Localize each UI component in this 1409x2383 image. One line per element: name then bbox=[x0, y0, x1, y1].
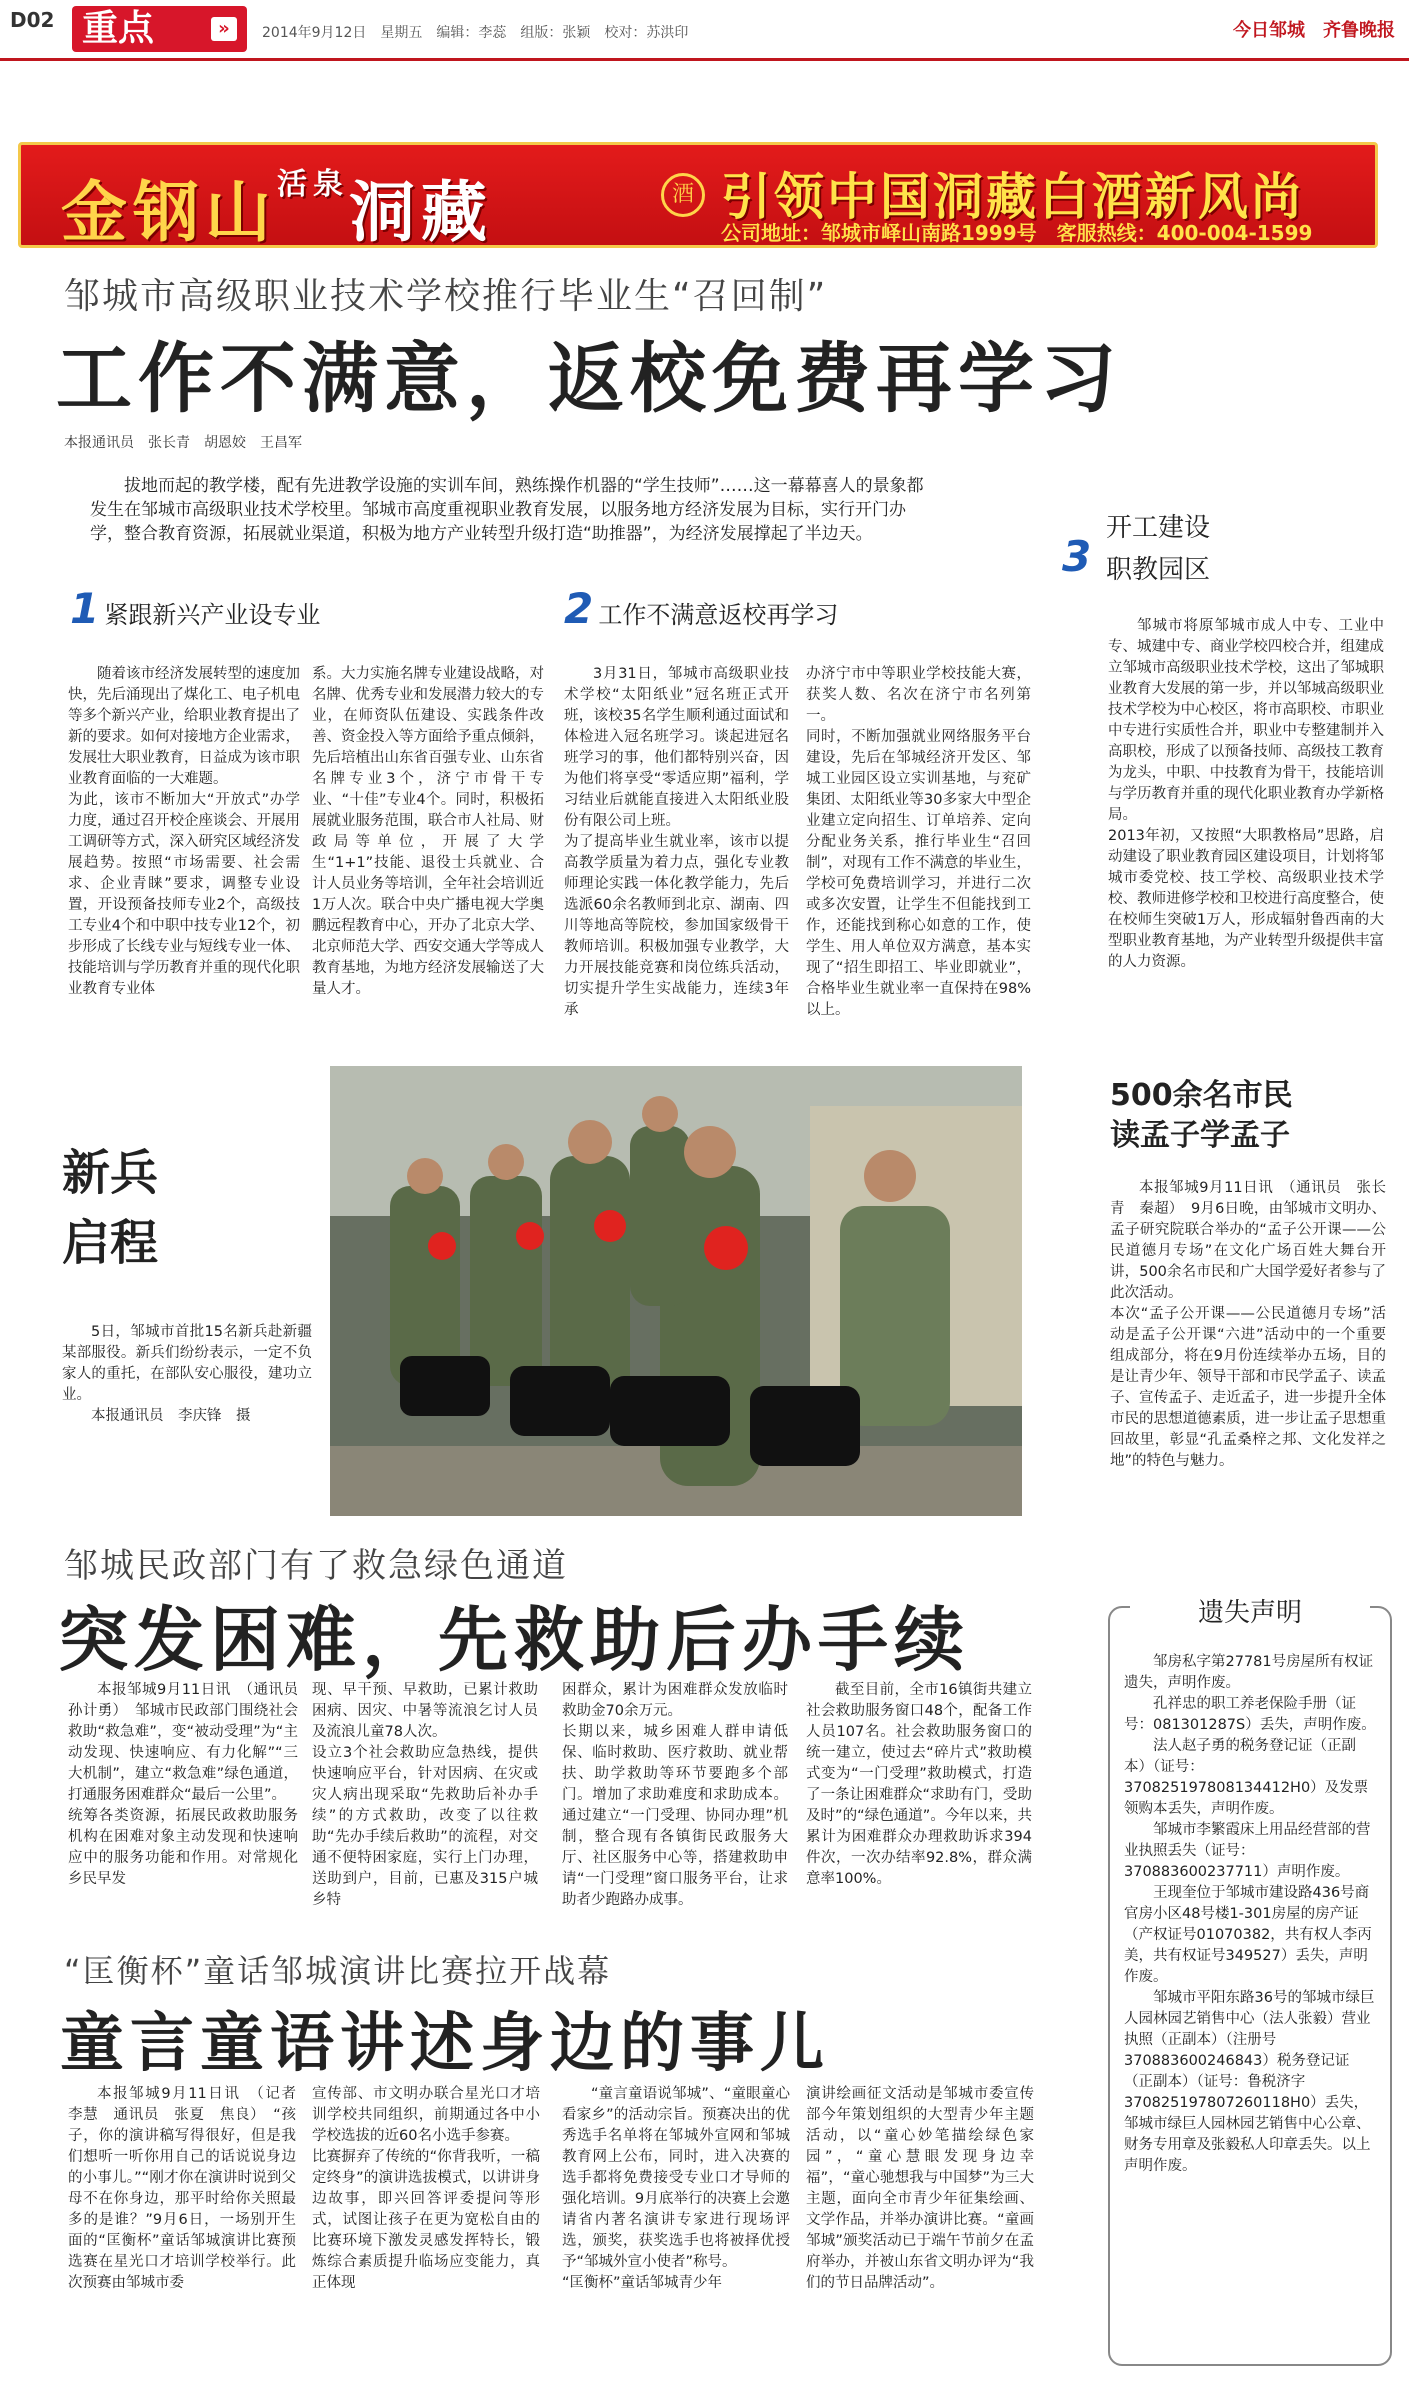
story3-col4: 演讲绘画征文活动是邹城市委宣传部今年策划组织的大型青少年主题活动，以“童心妙笔描绘绿色家园”，“童心慧眼发现身边幸福”，“童心驰想我与中国梦”为三大主题，面向全市青少年征集绘画、文学作品，并举办演讲比赛。“童画邹城”颁奖活动已于端午节前夕在孟府举办，并被山东省文明办评为“我们的节日品牌活动”。 bbox=[806, 2086, 1034, 2291]
story2-col1: 本报邹城9月11日讯 （通讯员 孙计勇） 邹城市民政部门围绕社会救助“救急难”，变“被动受理”为“主动发现、快速响应、有力化解”“三大机制”，建立“救急难”绿色通道，打通服务困难群众“最后一公里”。 统筹各类资源，拓展民政救助服务机构在困难对象主动发现和快速响应中的服务功能和作用。对常规化乡民早发 bbox=[68, 1682, 298, 1887]
photo-title: 新兵 启程 bbox=[62, 1145, 159, 1271]
header-rule bbox=[0, 58, 1409, 61]
ad-banner bbox=[18, 142, 1378, 248]
lost-notice-list bbox=[1124, 1652, 1376, 2177]
story3-col1: 本报邹城9月11日讯 （记者 李慧 通讯员 张夏 焦良） “孩子，你的演讲稿写得很好，但是我们想听一听你用自己的话说说身边的小事儿。”“刚才你在演讲时说到父母不在你身边，那平时给你关照最多的是谁？”9月6日，一场别开生面的“匡衡杯”童话邹城演讲比赛预选赛在星光口才培训学校举行。此次预赛由邹城市委 bbox=[68, 2086, 311, 2291]
ad-seal-icon: 酒 bbox=[661, 173, 705, 217]
lost-notice-item: 邹城市平阳东路36号的邹城市绿巨人园林园艺销售中心（法人张毅）营业执照（正副本）（注册号370883600246843）税务登记证（正副本）（证号：鲁税济字370825197807260118H0）丢失，邹城市绿巨人园林园艺销售中心公章、财务专用章及张毅私人印章丢失。以上声明作废。 bbox=[1124, 1990, 1375, 2174]
story2-headline: 突发困难，先救助后办手续 bbox=[58, 1599, 970, 1681]
story1-intro: 拔地而起的教学楼，配有先进教学设施的实训车间，熟练操作机器的“学生技师”……这一幕幕喜人的景象都发生在邹城市高级职业技术学校里。邹城市高度重视职业教育发展，以服务地方经济发展为目标，实行开门办学，整合教育资源，拓展就业渠道，积极为地方产业转型升级打造“助推器”，为经济发展撑起了半边天。 bbox=[90, 476, 924, 544]
story1-section2-col2: 办济宁市中等职业学校技能大赛，获奖人数、名次在济宁市名列第一。 同时，不断加强就业网络服务平台建设，先后在邹城经济开发区、邹城工业园区设立实训基地，与兖矿集团、太阳纸业等30多家大中型企业建立定向招生、订单培养、定向分配业务关系，推行毕业生“召回制”，对现有工作不满意的毕业生，学校可免费培训学习，并进行二次或多次安置，让学生不但能找到工作，还能找到称心如意的工作，使学生、用人单位双方满意，基本实现了“招生即招工、毕业即就业”，合格毕业生就业率一直保持在98%以上。 bbox=[806, 666, 1032, 1018]
section-label bbox=[72, 6, 247, 52]
lost-notice-item: 法人赵子勇的税务登记证（正副本）（证号：370825197808134412H0）及发票领购本丢失，声明作废。 bbox=[1124, 1738, 1369, 1817]
side-story-title: 500余名市民 读孟子学孟子 bbox=[1110, 1078, 1293, 1153]
side-story-body: 本报邹城9月11日讯 （通讯员 张长青 秦超） 9月6日晚，由邹城市文明办、孟子研究院联合举办的“孟子公开课——公民道德月专场”在文化广场百姓大舞台开讲，500余名市民和广大国学爱好者参与了此次活动。 本次“孟子公开课——公民道德月专场”活动是孟子公开课“六进”活动中的一个重要组成部分，将在9月份连续举办五场，目的是让青少年、领导干部和市民学孟子、读孟子、宣传孟子、走近孟子，进一步提升全体市民的思想道德素质，进一步让孟子思想重回故里，彰显“孔孟桑梓之邦、文化发祥之地”的特色与魅力。 bbox=[1110, 1180, 1386, 1469]
lost-notice-item: 孔祥忠的职工养老保险手册（证号：081301287S）丢失，声明作废。 bbox=[1124, 1696, 1376, 1733]
lost-notice-item: 邹房私字第27781号房屋所有权证遗失，声明作废。 bbox=[1124, 1654, 1374, 1691]
photo-caption: 5日，邹城市首批15名新兵赴新疆某部服役。新兵们纷纷表示，一定不负家人的重托，在部队安心服役，建功立业。 bbox=[62, 1324, 312, 1403]
story1-section2-col1: 3月31日，邹城市高级职业技术学校“太阳纸业”冠名班正式开班，该校35名学生顺利通过面试和体检进入冠名班学习。谈起进冠名班学习的事，他们都特别兴奋，因为他们将享受“零适应期”福利，学习结业后就能直接进入太阳纸业股份有限公司上班。 为了提高毕业生就业率，该市以提高教学质量为着力点，强化专业教师理论实践一体化教学能力，先后选派60余名教师到北京、湖南、四川等地高等院校，参加国家级骨干教师培训。积极加强专业教学，大力开展技能竞赛和岗位练兵活动，切实提升学生实战能力，连续3年承 bbox=[564, 666, 789, 1018]
chevron-right-icon: » bbox=[211, 17, 237, 41]
photo-credit: 本报通讯员 李庆锋 摄 bbox=[91, 1408, 251, 1424]
story1-section3-col: 邹城市将原邹城市成人中专、工业中专、城建中专、商业学校四校合并，组建成立邹城市高级职业技术学校，这出了邹城职业教育大发展的第一步，并以邹城高级职业技术学校为中心校区，将市高职校、市职业中专进行实质性合并，职业中专整建制并入高职校，形成了以预备技师、高级技工教育为龙头，中职、中技教育为骨干，技能培训与学历教育并重的现代化职业教育办学新格局。 2013年初，又按照“大职教格局”思路，启动建设了职业教育园区建设项目，计划将邹城市委党校、技工学校、高级职业技术学校、教师进修学校和卫校进行高度整合，使在校师生突破1万人，形成辐射鲁西南的大型职业教育基地，为产业转型升级提供丰富的人力资源。 bbox=[1108, 618, 1384, 970]
story3-headline: 童言童语讲述身边的事儿 bbox=[60, 2007, 830, 2081]
ad-address: 公司地址：邹城市峄山南路1999号 客服热线：400-004-1599 bbox=[721, 221, 1313, 245]
recruits-photo bbox=[330, 1066, 1022, 1516]
ad-slogan: 引领中国洞藏白酒新风尚 bbox=[721, 168, 1304, 226]
story1-byline: 本报通讯员 张长青 胡恩姣 王昌军 bbox=[64, 435, 302, 451]
story3-kicker: “匡衡杯”童话邹城演讲比赛拉开战幕 bbox=[64, 1952, 612, 1990]
story2-col2: 现、早干预、早救助，已累计救助困病、因灾、中暑等流浪乞讨人员及流浪儿童78人次。 设立3个社会救助应急热线，提供快速响应平台，针对因病、在灾或灾人病出现采取“先救助后补办手续”的方式救助，改变了以往救助“先办手续后救助”的流程，对交通不便特困家庭，实行上门办理，送助到户，目前，已惠及315户城乡特 bbox=[312, 1682, 538, 1908]
masthead-right: 今日邹城 齐鲁晚报 bbox=[1233, 20, 1395, 41]
story1-section1-col1: 随着该市经济发展转型的速度加快，先后涌现出了煤化工、电子机电等多个新兴产业，给职业教育提出了新的要求。如何对接地方企业需求，发展壮大职业教育，日益成为该市职业教育面临的一大难题。 为此，该市不断加大“开放式”办学力度，通过召开校企座谈会、开展用工调研等方式，深入研究区域经济发展趋势。按照“市场需要、社会需求、企业青睐”要求，调整专业设置，开设预备技师专业2个，高级技工专业4个和中职中技专业12个，初步形成了长线专业与短线专业一体、技能培训与学历教育并重的现代化职业教育专业体 bbox=[68, 666, 300, 997]
lost-notice-item: 邹城市李繁霞床上用品经营部的营业执照丢失（证号：370883600237711）声明作废。 bbox=[1124, 1822, 1371, 1880]
story1-subhead-2: 2 工作不满意返校再学习 bbox=[564, 584, 839, 633]
story1-section1-col2: 系。大力实施名牌专业建设战略，对名牌、优秀专业和发展潜力较大的专业，在师资队伍建设、实践条件改善、资金投入等方面给予重点倾斜，先后培植出山东省百强专业、山东省名牌专业3个，济宁市骨干专业、“十佳”专业4个。同时，积极拓展就业服务范围，联合市人社局、财政局等单位，开展了大学生“1+1”技能、退役士兵就业、合计人员业务等培训，全年社会培训近1万人次。联合中央广播电视大学奥鹏远程教育中心，开办了北京大学、北京师范大学、西安交通大学等成人教育基地，为地方经济发展输送了大量人才。 bbox=[312, 666, 544, 997]
story1-subhead-1: 1 紧跟新兴产业设专业 bbox=[70, 584, 321, 633]
story2-kicker: 邹城民政部门有了救急绿色通道 bbox=[64, 1546, 568, 1586]
recruits-photo-illustration bbox=[330, 1066, 1022, 1516]
lost-notice-item: 王现奎位于邹城市建设路436号商官房小区48号楼1-301房屋的房产证（产权证号01070382，共有权人李丙美，共有权证号349527）丢失，声明作废。 bbox=[1124, 1885, 1372, 1985]
page-number: D02 bbox=[10, 8, 55, 32]
issue-meta: 2014年9月12日 星期五 编辑：李蕊 组版：张颖 校对：苏洪印 bbox=[262, 25, 689, 41]
story3-col2: 宣传部、市文明办联合星光口才培训学校共同组织，前期通过各中小学校选拔的近60名小选手参赛。 比赛摒弃了传统的“你背我听，一稿定终身”的演讲选拔模式，以讲讲身边故事，即兴回答评委提问等形式，试图让孩子在更为宽松自由的比赛环境下激发灵感发挥特长，锻炼综合素质提升临场应变能力，真正体现 bbox=[312, 2086, 540, 2291]
story3-col3: “童言童语说邹城”、“童眼童心看家乡”的活动宗旨。预赛决出的优秀选手名单将在邹城外宣网和邹城教育网上公布，同时，进入决赛的选手都将免费接受专业口才导师的强化培训。9月底举行的决赛上会邀请省内著名演讲专家进行现场评选，颁奖，获奖选手也将被择优授予“邹城外宣小使者”称号。 “匡衡杯”童话邹城青少年 bbox=[562, 2086, 790, 2291]
story2-col3: 困群众，累计为困难群众发放临时救助金70余万元。 长期以来，城乡困难人群申请低保、临时救助、医疗救助、就业帮扶、助学救助等环节要跑多个部门。增加了求助难度和求助成本。通过建立“一门受理、协同办理”机制，整合现有各镇街民政服务大厅、社区服务中心等，搭建救助申请“一门受理”窗口服务平台，让求助者少跑路办成事。 bbox=[562, 1682, 788, 1908]
story1-kicker: 邹城市高级职业技术学校推行毕业生“召回制” bbox=[64, 276, 828, 317]
ad-brand: 金钢山$^{活泉}$洞藏 bbox=[61, 167, 493, 248]
lost-notice-title: 遗失声明 bbox=[1130, 1592, 1370, 1629]
section-name: 重点 bbox=[82, 8, 155, 49]
story2-col4: 截至目前，全市16镇街共建立社会救助服务窗口48个，配备工作人员107名。社会救助服务窗口的统一建立，使过去“碎片式”救助模式变为“一门受理”救助模式，打造了一条让困难群众“求助有门，受助及时”的“绿色通道”。今年以来，共累计为困难群众办理救助诉求394件次，一次办结率92.8%，群众满意率100%。 bbox=[806, 1682, 1032, 1887]
story1-headline: 工作不满意，返校免费再学习 bbox=[56, 334, 1122, 423]
